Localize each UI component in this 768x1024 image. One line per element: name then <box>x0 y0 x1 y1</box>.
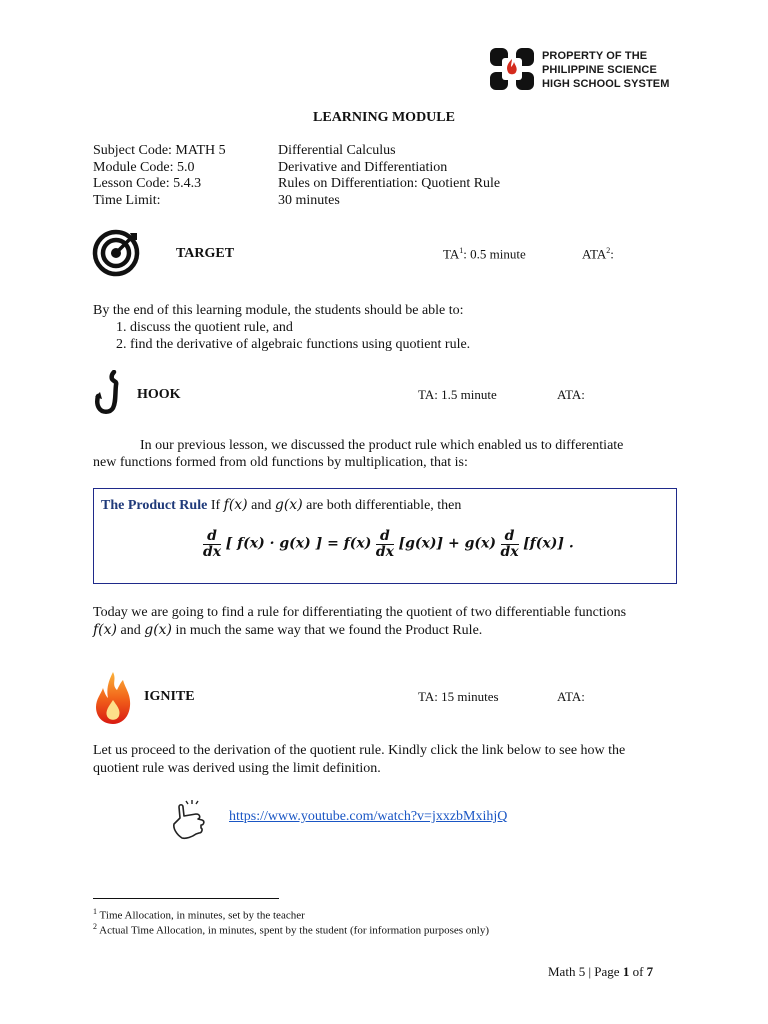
objective-item: 2. find the derivative of algebraic functions using quotient rule. <box>116 337 471 352</box>
ignite-paragraph-line: quotient rule was derived using the limit definition. <box>93 761 381 776</box>
meta-value: Rules on Differentiation: Quotient Rule <box>278 176 501 191</box>
hook-heading: HOOK <box>137 387 181 402</box>
fire-icon <box>93 670 133 726</box>
ata-suffix: : <box>610 246 614 262</box>
ata-sup: 2 <box>606 246 611 255</box>
today-tail: in much the same way that we found the Product Rule. <box>172 623 483 638</box>
pshs-logo-icon <box>488 46 536 92</box>
footnote-text: Time Allocation, in minutes, set by the teacher <box>97 909 305 922</box>
objective-item: 1. discuss the quotient rule, and <box>116 320 293 335</box>
logo-line: PROPERTY OF THE <box>542 50 648 62</box>
footer-of: of <box>629 964 647 979</box>
footnote-sup: 2 <box>93 922 97 931</box>
meta-key: Lesson Code: 5.4.3 <box>93 176 202 191</box>
ignite-heading: IGNITE <box>144 689 195 704</box>
footnote-divider <box>93 898 279 899</box>
ta-sup: 1 <box>459 246 464 255</box>
meta-value: 30 minutes <box>278 193 340 208</box>
hook-paragraph-line: In our previous lesson, we discussed the product rule which enabled us to differentiate <box>140 438 624 453</box>
module-title: LEARNING MODULE <box>313 110 455 125</box>
ta-value: : 0.5 minute <box>463 246 526 262</box>
derivative-fraction <box>203 529 221 560</box>
hook-ata: ATA: <box>557 387 585 402</box>
fraction-den: dx <box>375 544 394 560</box>
target-ata <box>582 246 614 262</box>
product-rule-if: If <box>207 498 224 513</box>
hook-icon <box>92 370 126 416</box>
target-intro: By the end of this learning module, the students should be able to: <box>93 303 464 318</box>
derivative-fraction <box>376 529 394 560</box>
hook-paragraph-line: new functions formed from old functions by multiplication, that is: <box>93 455 468 470</box>
fraction-den: dx <box>203 544 222 560</box>
meta-value: Differential Calculus <box>278 143 396 158</box>
footer-total: 7 <box>646 964 654 979</box>
hand-pointer-icon <box>170 798 210 840</box>
today-g: g(x) <box>144 622 173 638</box>
product-rule-statement <box>101 497 461 514</box>
fraction-num: d <box>203 529 221 545</box>
product-rule-formula <box>202 529 574 560</box>
today-f: f(x) <box>93 622 118 638</box>
today-and: and <box>117 623 145 638</box>
meta-value: Derivative and Differentiation <box>278 160 448 175</box>
target-heading: TARGET <box>176 246 235 261</box>
footer-page: 1 <box>622 964 630 979</box>
product-rule-g: g(x) <box>274 497 303 513</box>
hook-ta: TA: 1.5 minute <box>418 387 497 402</box>
footnote <box>93 907 305 922</box>
pshs-logo <box>488 46 688 94</box>
product-rule-box <box>93 488 677 584</box>
ignite-ata: ATA: <box>557 689 585 704</box>
footnote-sup: 1 <box>93 907 97 916</box>
today-line <box>93 622 482 639</box>
formula-end: [f(x)] . <box>523 535 574 552</box>
product-rule-f: f(x) <box>223 497 248 513</box>
meta-key: Module Code: 5.0 <box>93 160 195 175</box>
target-ta <box>443 246 526 262</box>
ignite-paragraph-line: Let us proceed to the derivation of the quotient rule. Kindly click the link below to see how the <box>93 743 626 758</box>
logo-line: HIGH SCHOOL SYSTEM <box>542 78 670 90</box>
ta-label: TA <box>443 246 460 262</box>
product-rule-and: and <box>247 498 275 513</box>
fraction-den: dx <box>500 544 519 560</box>
meta-key: Subject Code: MATH 5 <box>93 143 226 158</box>
ignite-ta: TA: 15 minutes <box>418 689 499 704</box>
footer-prefix: Math 5 | Page <box>548 964 623 979</box>
ata-label: ATA <box>582 246 607 262</box>
page-footer <box>548 964 653 980</box>
target-icon <box>92 228 142 278</box>
meta-key: Time Limit: <box>93 193 161 208</box>
footnote-text: Actual Time Allocation, in minutes, spent by the student (for information purposes only) <box>97 924 489 937</box>
product-rule-label: The Product Rule <box>101 498 208 513</box>
product-rule-tail: are both differentiable, then <box>302 498 462 513</box>
fraction-num: d <box>376 529 394 545</box>
youtube-link[interactable]: https://www.youtube.com/watch?v=jxxzbMxihjQ <box>229 809 508 824</box>
logo-line: PHILIPPINE SCIENCE <box>542 64 657 76</box>
footnote <box>93 922 489 937</box>
formula-mid: [g(x)] + g(x) <box>398 535 496 552</box>
formula-lhs: [ f(x) · g(x) ] = f(x) <box>225 535 372 552</box>
today-line: Today we are going to find a rule for differentiating the quotient of two differentiable functions <box>93 605 627 620</box>
fraction-num: d <box>501 529 519 545</box>
derivative-fraction <box>501 529 519 560</box>
